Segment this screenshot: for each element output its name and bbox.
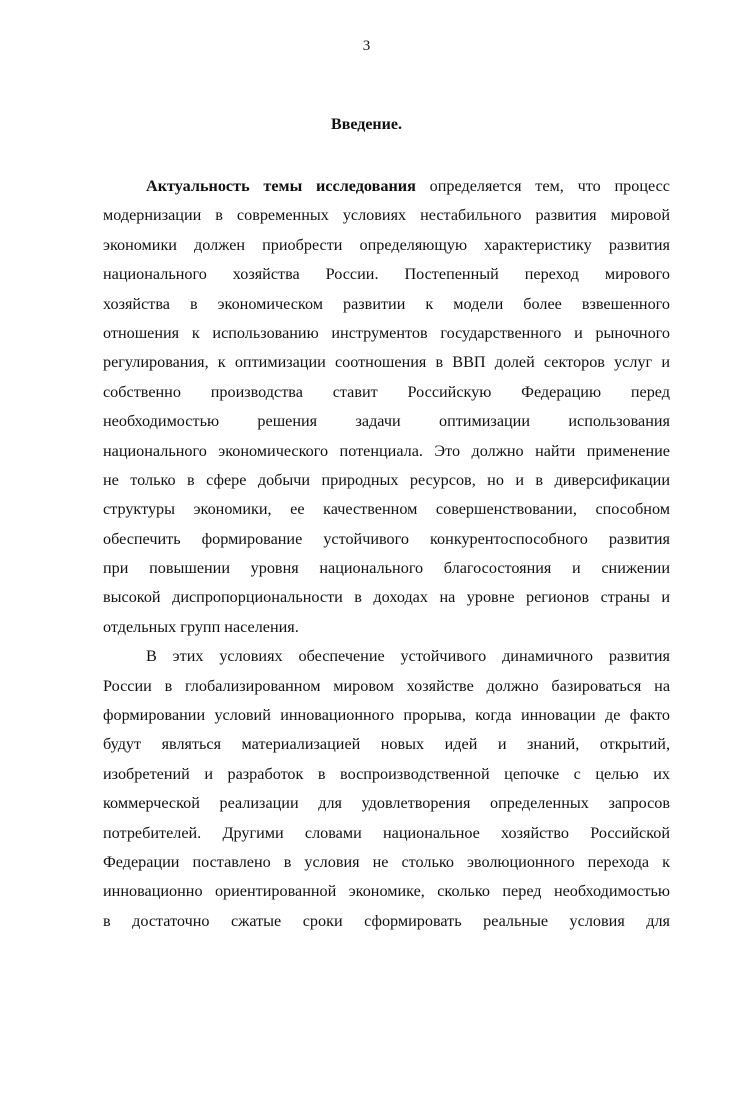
paragraph-1-line: структуры экономики, ее качественном совершенствовании, способном [103,500,670,519]
page-number: 3 [362,38,371,54]
paragraph-1-lead-rest: определяется тем, что процесс [415,177,670,195]
paragraph-1-line: национального хозяйства России. Постепенный переход мирового [103,265,670,284]
paragraph-1-line: национального экономического потенциала. Это должно найти применение [103,441,670,460]
paragraph-2-line: потребителей. Другими словами национальное хозяйство Российской [103,823,670,842]
paragraph-1-line: хозяйства в экономическом развитии к модели более взвешенного [103,294,670,313]
paragraph-1-line: высокой диспропорциональности в доходах на уровне регионов страны и [103,588,670,607]
paragraph-1-line: не только в сфере добычи природных ресурсов, но и в диверсификации [103,470,670,489]
paragraph-1-line: обеспечить формирование устойчивого конкурентоспособного развития [103,529,670,548]
paragraph-1-line: регулирования, к оптимизации соотношения в ВВП долей секторов услуг и [103,353,670,372]
paragraph-2-line: в достаточно сжатые сроки сформировать реальные условия для [103,911,670,930]
paragraph-2-line: Федерации поставлено в условия не столько эволюционного перехода к [103,852,670,871]
paragraph-2-line: коммерческой реализации для удовлетворения определенных запросов [103,794,670,813]
paragraph-2-line: будут являться материализацией новых идей и знаний, открытий, [103,735,670,754]
paragraph-1-line: при повышении уровня национального благосостояния и снижении [103,559,670,578]
body-text [103,172,670,936]
paragraph-1-line: собственно производства ставит Российскую Федерацию перед [103,382,670,401]
paragraph-1-line: отдельных групп населения. [103,617,299,636]
paragraph-1-line: модернизации в современных условиях нестабильного развития мировой [103,206,670,225]
section-heading: Введение. [331,116,402,133]
paragraph-2-line: изобретений и разработок в воспроизводственной цепочке с целью их [103,764,670,783]
paragraph-2-line: инновационно ориентированной экономике, сколько перед необходимостью [103,882,670,901]
paragraph-1-lead: Актуальность темы исследования [146,177,416,195]
paragraph-1-line: отношения к использованию инструментов государственного и рыночного [103,323,670,342]
paragraph-2-line: В этих условиях обеспечение устойчивого динамичного развития [146,647,670,666]
paragraph-2-line: России в глобализированном мировом хозяйстве должно базироваться на [103,676,670,695]
paragraph-2-line: формировании условий инновационного прорыва, когда инновации де факто [103,706,670,725]
paragraph-1-line-0 [103,172,670,201]
paragraph-1-line: экономики должен приобрести определяющую характеристику развития [103,235,670,254]
paragraph-1-line: необходимостью решения задачи оптимизации использования [103,412,670,431]
